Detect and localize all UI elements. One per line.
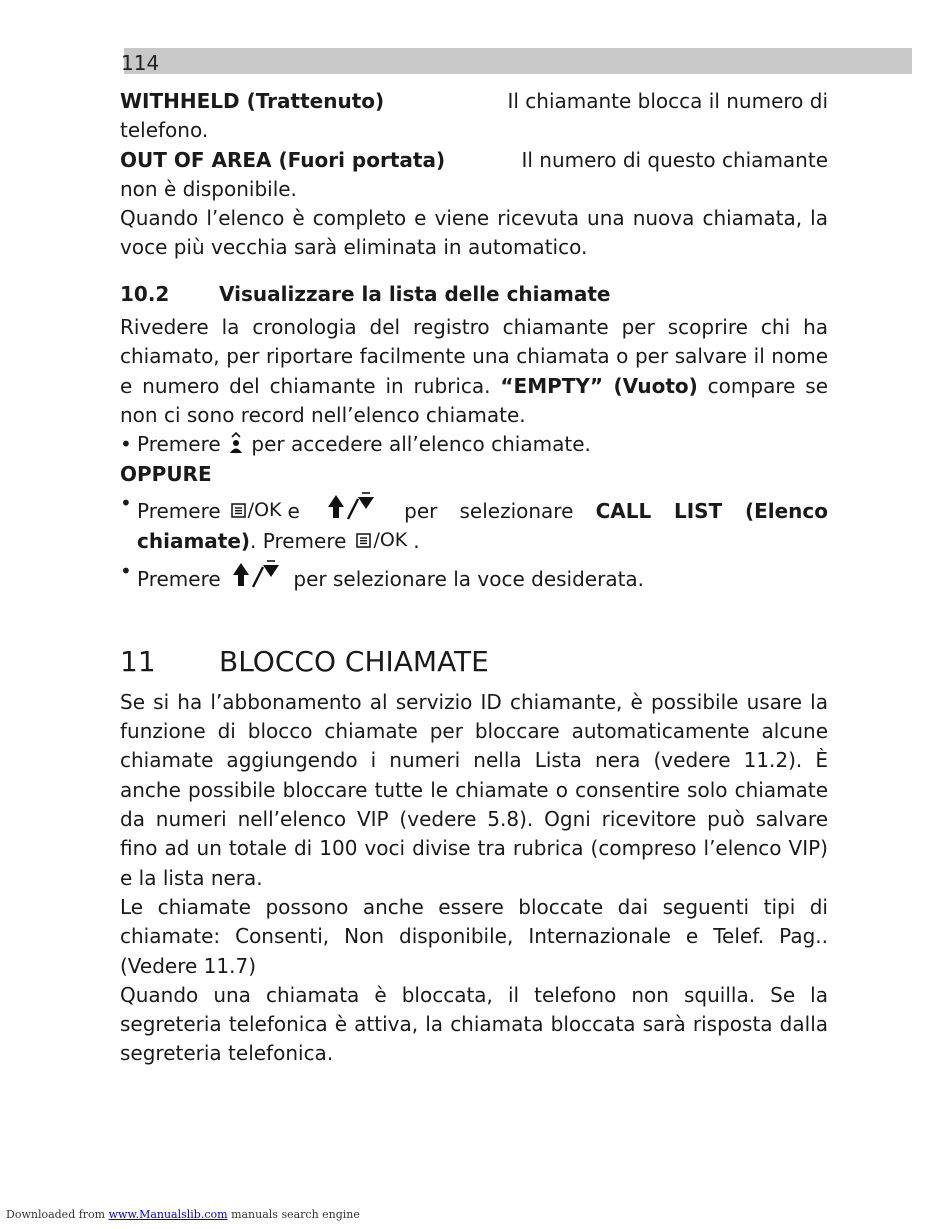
menu-ok-key: /OK [231, 496, 282, 525]
section-title: Visualizzare la lista delle chiamate [219, 281, 611, 306]
page-content [120, 87, 828, 1069]
bullet-mark: • [120, 432, 132, 457]
bullet-open-call-list: • Premere per accedere all’elenco chiamate. [120, 430, 828, 459]
up-down-icon [227, 557, 287, 591]
chapter-heading-11 [120, 642, 828, 682]
manualslib-link[interactable]: www.Manualslib.com [108, 1208, 228, 1221]
bullet-select-call-list: • Premere /OK e per selezionare CALL LIST (Elenco chiamate). Premere /OK . [120, 489, 828, 557]
chapter-number: 11 [120, 644, 156, 678]
caller-out-of-area [120, 146, 828, 205]
menu-icon [356, 533, 371, 548]
caller-term: WITHHELD (Trattenuto) [120, 89, 385, 113]
list-full-note: Quando l’elenco è completo e viene ricevuta una nuova chiamata, la voce più vecchia sarà eliminata in automatico. [120, 206, 828, 260]
header-bar [124, 48, 912, 74]
bullet-mark: • [120, 490, 132, 515]
footer-suffix: manuals search engine [231, 1208, 360, 1221]
section-heading-10-2 [120, 280, 828, 309]
up-down-icon [322, 489, 382, 523]
footer-prefix: Downloaded from [6, 1208, 106, 1221]
section-intro: Rivedere la cronologia del registro chiamante per scoprire chi ha chiamato, per riportare facilmente una chiamata o per salvare il nome e numero del chiamante in rubrica. “EMPTY” (Vuoto) compare se non ci sono record nell’elenco chiamate. [120, 315, 828, 427]
footer [6, 1208, 360, 1221]
chapter-title: BLOCCO CHIAMATE [219, 644, 489, 678]
bullet-select-entry: • Premere per selezionare la voce desiderata. [120, 557, 828, 594]
menu-ok-key: /OK [356, 526, 407, 555]
or-label: OPPURE [120, 461, 212, 486]
section-number: 10.2 [120, 281, 170, 306]
caller-withheld [120, 87, 828, 146]
caller-desc: Il chiamante blocca il numero di [507, 89, 828, 113]
bullet-mark: • [120, 558, 132, 583]
caller-desc-rest: non è disponibile. [120, 176, 297, 201]
contacts-icon [227, 432, 245, 456]
menu-icon [231, 503, 246, 518]
chapter-paragraph: Se si ha l’abbonamento al servizio ID chiamante, è possibile usare la funzione di blocco chiamate per bloccare automaticamente alcune chiamate aggiungendo i numeri nella Lista nera (vedere 11.2). È anche possibile bloccare tutte le chiamate o consentire solo chiamate da numeri nell’elenco VIP (vedere 5.8). Ogni ricevitore può salvare fino ad un totale di 100 voci divise tra rubrica (compreso l’elenco VIP) e la lista nera. [120, 689, 828, 890]
caller-desc-rest: telefono. [120, 118, 209, 143]
page-number: 114 [121, 51, 160, 75]
caller-term: OUT OF AREA (Fuori portata) [120, 147, 446, 172]
chapter-paragraph: Quando una chiamata è bloccata, il telefono non squilla. Se la segreteria telefonica è attiva, la chiamata bloccata sarà risposta dalla segreteria telefonica. [120, 982, 828, 1066]
chapter-paragraph: Le chiamate possono anche essere bloccate dai seguenti tipi di chiamate: Consenti, Non disponibile, Internazionale e Telef. Pag.. (Vedere 11.7) [120, 894, 828, 978]
caller-desc: Il numero di questo chiamante [521, 147, 828, 172]
